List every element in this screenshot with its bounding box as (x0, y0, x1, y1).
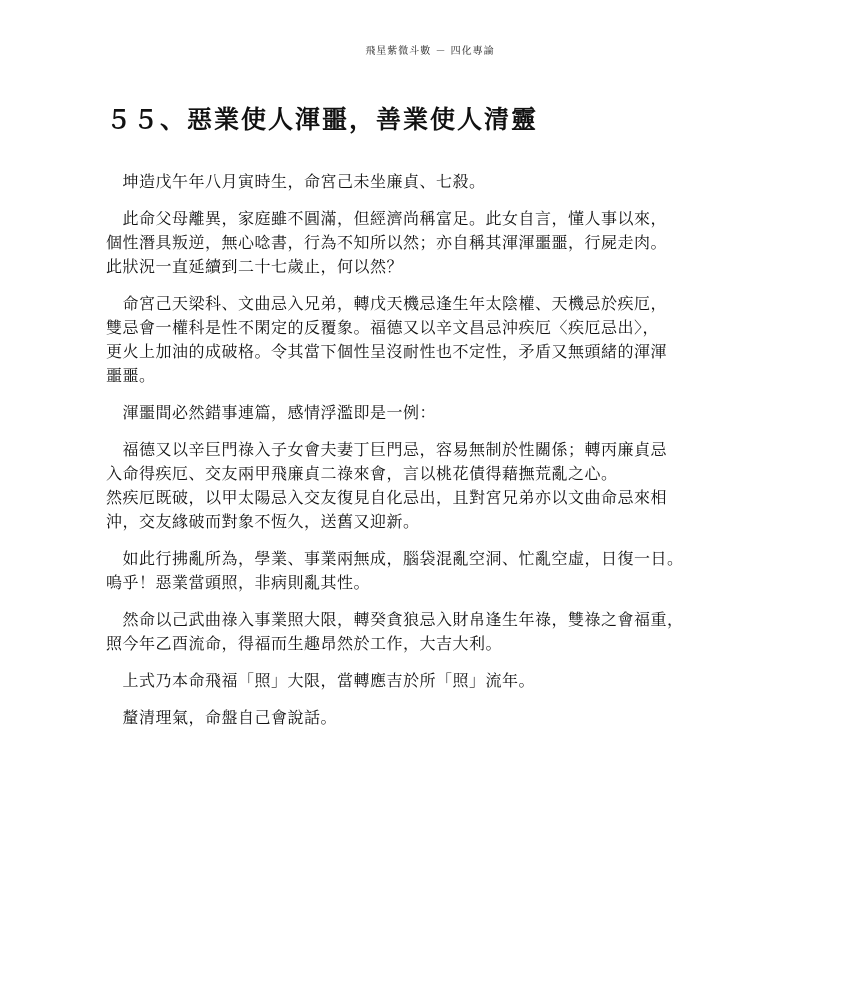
paragraph-turning-point: 然命以己武曲祿入事業照大限，轉癸貪狼忌入財帛逢生年祿，雙祿之會福重， 照今年乙酉流命，得福而生趣昂然於工作，大吉大利。 (106, 610, 684, 653)
paragraph-background: 此命父母離異，家庭雖不圓滿，但經濟尚稱富足。此女自言，懂人事以來， 個性潛具叛逆，無心唸書，行為不知所以然；亦自稱其渾渾噩噩，行屍走肉。 此狀況一直延續到二十七歲止，何以然？ (106, 209, 668, 276)
body-text (106, 170, 758, 743)
chapter-title: ５５、惡業使人渾噩，善業使人清靈 (106, 105, 539, 134)
paragraph-analysis-life-palace: 命宮己天梁科、文曲忌入兄弟，轉戊天機忌逢生年太陰權、天機忌於疾厄， 雙忌會一權科是性不閑定的反覆象。福德又以辛文昌忌沖疾厄〈疾厄忌出〉， 更火上加油的成破格。令其當下個性呈沒耐性也不定性，矛盾又無頭緒的渾渾 噩噩。 (106, 294, 668, 385)
paragraph-birth-chart: 坤造戊午年八月寅時生，命宮己未坐廉貞、七殺。 (106, 172, 486, 191)
paragraph-summary: 如此行拂亂所為，學業、事業兩無成，腦袋混亂空洞、忙亂空虛，日復一日。 嗚乎！惡業當頭照，非病則亂其性。 (106, 549, 684, 592)
running-header: 飛星紫微斗數 － 四化專論 (365, 46, 495, 57)
paragraph-formula: 上式乃本命飛福「照」大限，當轉應吉於所「照」流年。 (106, 671, 536, 690)
paragraph-consequence: 渾噩間必然錯事連篇，感情浮濫即是一例： (106, 403, 437, 422)
paragraph-analysis-fortune: 福德又以辛巨門祿入子女會夫妻丁巨門忌，容易無制於性關係；轉丙廉貞忌 入命得疾厄、交友兩甲飛廉貞二祿來會，言以桃花債得藉撫荒亂之心。 然疾厄既破，以甲太陽忌入交友復見自化忌出，且對宮兄弟亦以文曲命忌來相 沖，交友緣破而對象不恆久，送舊又迎新。 (106, 440, 668, 531)
paragraph-conclusion: 釐清理氣，命盤自己會說話。 (106, 708, 338, 727)
